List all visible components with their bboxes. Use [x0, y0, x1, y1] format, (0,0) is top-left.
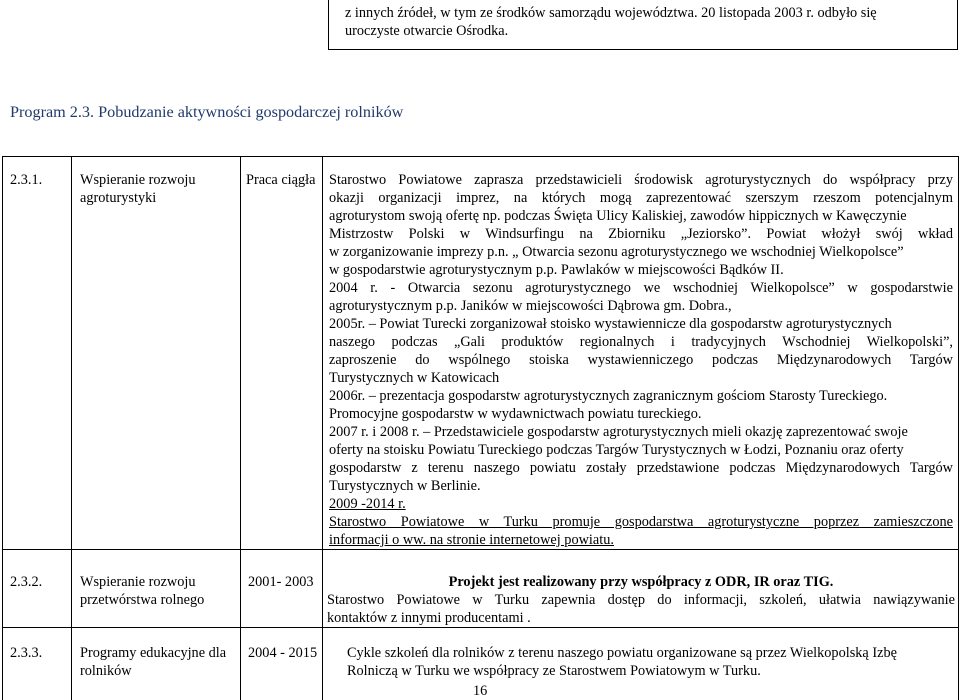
table-column-divider [71, 156, 72, 700]
table-top-border [2, 156, 958, 157]
task-description: Starostwo Powiatowe zaprasza przedstawicieli środowisk agroturystycznych do współpracy przy okazji organizacji imprez, na których mogą zaprezentować szerszym rzeszom potencjalnym agroturystom swoją ofertę np. podczas Święta Ulicy Kaliskiej, zawodów hippicznych w Kawęczynie Mistrzostw Polski w Windsurfingu na Zbiorniku „Jeziorsko”. Powiat włożył swój wkład w zorganizowanie imprezy p.n. „ Otwarcia sezonu agroturystycznego we wschodniej Wielkopolsce” w gospodarstwie agroturystycznym p.p. Pawlaków w miejscowości Bądków II. 2004 r. - Otwarcia sezonu agroturystycznego we wschodniej Wielkopolsce” w gospodarstwie agroturystycznym p.p. Janików w miejscowości Dąbrowa gm. Dobra., 2005r. – Powiat Turecki zorganizował stoisko wystawiennicze dla gospodarstw agroturystycznych naszego podczas „Gali produktów regionalnych i tradycyjnych Wschodniej Wielkopolski”, zaproszenie do wspólnego stoiska wystawienniczego podczas Międzynarodowych Targów Turystycznych w Katowicach 2006r. – prezentacja gospodarstw agroturystycznych zagranicznym gościom Starosty Tureckiego. Promocyjne gospodarstw w wydawnictwach powiatu tureckiego. 2007 r. i 2008 r. – Przedstawiciele gospodarstw agroturystycznych mieli okazję zaprezentować swoje oferty na stoisku Powiatu Tureckiego podczas Targów Turystycznych w Łodzi, Poznaniu oraz oferty gospodarstw z terenu naszego powiatu zostały przedstawione podczas Międzynarodowych Targów Turystycznych w Berlinie. 2009 -2014 r. Starostwo Powiatowe w Turku promuje gospodarstwa agroturystyczne poprzez zamieszczone informacji o ww. na stronie internetowej powiatu. [329, 172, 953, 548]
row-number: 2.3.3. [10, 645, 43, 661]
program-heading: Program 2.3. Pobudzanie aktywności gospodarczej rolników [10, 103, 404, 121]
row-number: 2.3.2. [10, 574, 43, 590]
table-column-divider [240, 156, 241, 700]
task-description: Cykle szkoleń dla rolników z terenu naszego powiatu organizowane są przez Wielkopolską Izbę Rolniczą w Turku we współpracy ze Starostwem Powiatowym w Turku. [347, 645, 897, 679]
task-description: Starostwo Powiatowe w Turku zapewnia dostęp do informacji, szkoleń, ułatwia nawiązywanie kontaktów z innymi producentami . [327, 592, 955, 626]
table-column-divider [322, 156, 323, 700]
page-number: 16 [473, 683, 488, 699]
table-right-border [958, 156, 959, 700]
task-name: Programy edukacyjne dla rolników [80, 645, 227, 679]
task-highlight: Projekt jest realizowany przy współpracy z ODR, IR oraz TIG. [448, 574, 834, 590]
task-name: Wspieranie rozwoju przetwórstwa rolnego [80, 574, 205, 608]
table-row-divider [2, 627, 958, 628]
table-row-divider [2, 549, 958, 550]
task-time: Praca ciągła [246, 172, 316, 188]
previous-cell-text: z innych źródeł, w tym ze środków samorządu województwa. 20 listopada 2003 r. odbyło się uroczyste otwarcie Ośrodka. [345, 5, 877, 39]
task-name: Wspieranie rozwoju agroturystyki [80, 172, 196, 206]
table-left-border [2, 156, 3, 700]
task-time: 2004 - 2015 [248, 645, 318, 661]
task-time: 2001- 2003 [248, 574, 314, 590]
row-number: 2.3.1. [10, 172, 43, 188]
